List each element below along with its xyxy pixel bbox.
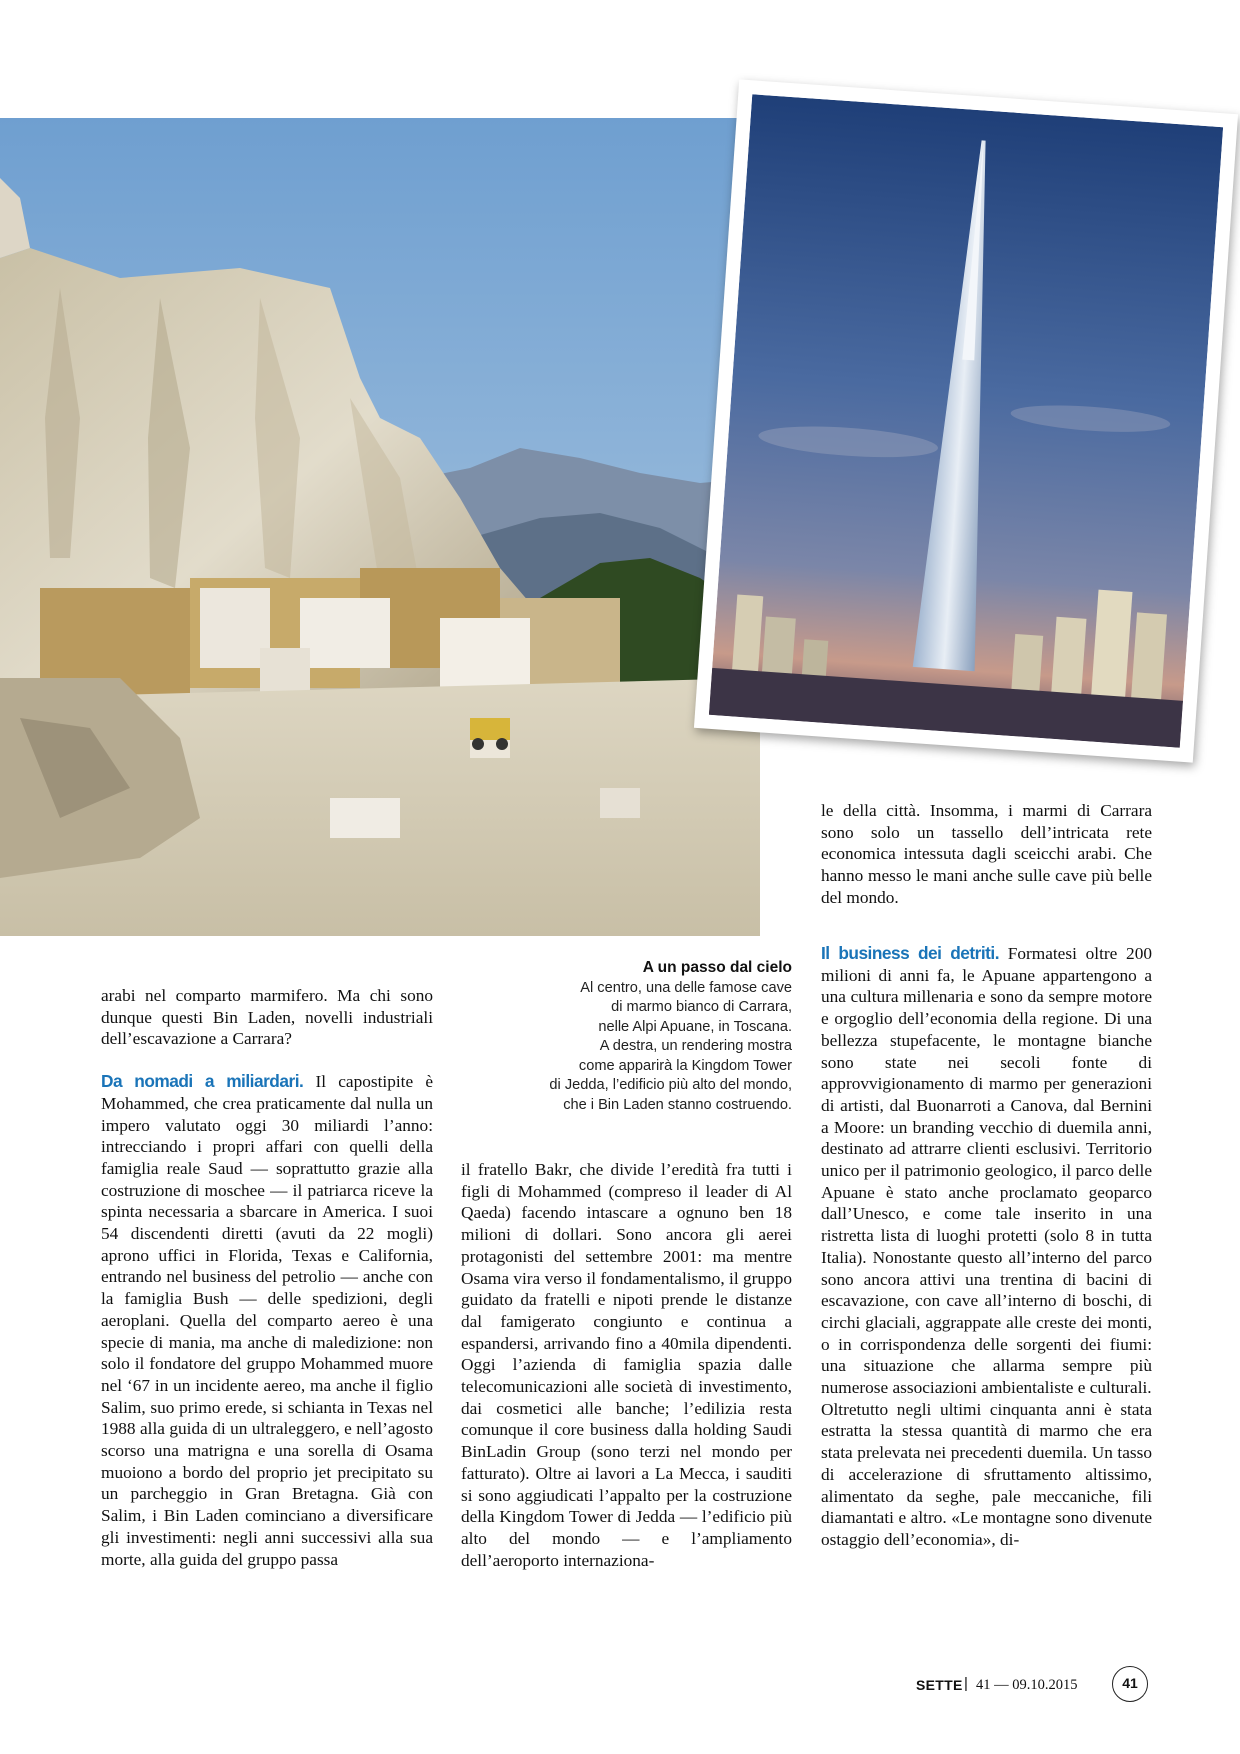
paragraph: Oltretutto negli ultimi cinquanta anni è stata estratta la stessa quantità di marmo che era stata prelevata nei precedenti duemila. Un tasso di accelerazione di sfruttamento altissimo, alimentato da seghe, pale meccaniche, fili diamantati e altro. «Le montagne sono divenute ostaggio dell’economia», di- (821, 1399, 1152, 1549)
paragraph (101, 1071, 433, 1570)
paragraph (821, 943, 1152, 1399)
caption-line: A destra, un rendering mostra (599, 1038, 792, 1054)
paragraph: arabi nel comparto marmifero. Ma chi sono dunque questi Bin Laden, novelli industriali dell’escavazione a Carrara? (101, 986, 433, 1049)
paragraph-text: Il capostipite è Mohammed, che crea praticamente dal nulla un impero valutato oggi 30 miliardi l’anno: intrecciando i propri affari con quelli della famiglia reale Saud — soprattutto grazie alla costruzione di moschee — il patriarca riceve la spinta necessaria a sbarcare in America. I suoi 54 discendenti diretti (avuti da 22 mogli) aprono uffici in Florida, Texas e California, entrando nel business del petrolio — anche con la famiglia Bush — delle spedizioni, degli aeroplani. Quella del comparto aereo è una specie di mania, ma anche di maledizione: non solo il fondatore del gruppo Mohammed muore nel ‘67 in un incidente aereo, ma anche il figlio Salim, suo primo erede, si schianta in Texas nel 1988 alla guida di un ultraleggero, e nell’agosto scorso una matrigna e una sorella di Osama muoiono a bordo del proprio jet precipitato su un parcheggio in Gran Bretagna. Già con Salim, i Bin Laden cominciano a diversificare gli investimenti: negli anni successivi alla sua morte, alla guida del gruppo passa (101, 1072, 433, 1569)
caption-line: di marmo bianco di Carrara, (611, 999, 792, 1015)
issue-info: 41 — 09.10.2015 (976, 1677, 1078, 1693)
article-column-2 (461, 1159, 792, 1571)
caption-line: di Jedda, l’edificio più alto del mondo, (549, 1077, 792, 1093)
caption-line: nelle Alpi Apuane, in Toscana. (598, 1018, 792, 1035)
caption-line: come apparirà la Kingdom Tower (578, 1057, 792, 1074)
photo-caption (520, 958, 792, 1115)
caption-line: Al centro, una delle famose cave (580, 979, 792, 996)
article-column-1 (101, 985, 433, 1570)
article-column-3 (821, 943, 1152, 1551)
page-number: 41 (1112, 1666, 1148, 1702)
paragraph: il fratello Bakr, che divide l’eredità fra tutti i figli di Mohammed (compreso il leader di Al Qaeda) facendo intascare a ognuno ben 18 milioni di dollari. Sono ancora gli aerei protagonisti del settembre 2001: ma mentre Osama vira verso il fondamentalismo, il gruppo guidato da fratelli e nipoti prende le distanze dal famigerato congiunto e continua a espandersi, arrivando fino a 40mila dipendenti. Oggi l’azienda di famiglia spazia dalle telecomunicazioni alle società di investimento, dai cosmetici alle banche; l’edilizia resta comunque il core business dalla holding Saudi BinLadin Group (sono terzi nel mondo per fatturato). Oltre ai lavori a La Mecca, i sauditi si sono aggiudicati l’appalto per la costruzione della Kingdom Tower di Jedda — l’edificio più alto del mondo — e l’ampliamento dell’aeroporto internaziona- (461, 1160, 792, 1570)
footer-separator: | (964, 1675, 968, 1692)
paragraph: le della città. Insomma, i marmi di Carrara sono solo un tassello dell’intricata rete economica intessuta dagli sceicchi arabi. Che hanno messo le mani anche sulle cave più belle del mondo. (821, 801, 1152, 907)
page-footer (916, 1666, 1156, 1706)
section-heading: Da nomadi a miliardari. (101, 1071, 304, 1092)
caption-line: che i Bin Laden stanno costruendo. (563, 1096, 792, 1113)
caption-title: A un passo dal cielo (642, 959, 792, 976)
article-column-3-top (821, 800, 1152, 909)
paragraph-text: Formatesi oltre 200 milioni di anni fa, le Apuane appartengono a una cultura millenaria e sono da sempre motore e orgoglio dell’economia della regione. Di una bellezza stupefacente, le montagne bianche sono state nei secoli fonte di approvvigionamento di marmo per generazioni di artisti, dal Buonarroti a Canova, dal Bernini a Moore: un branding vecchio di duemila anni, destinato ad attrarre clienti esclusivi. Territorio unico per il patrimonio geologico, il parco delle Apuane è stato anche proclamato geoparco dall’Unesco, e come tale inserito in una ristretta lista di luoghi protetti (solo 8 in tutta Italia). Nonostante questo all’interno del parco sono ancora attivi una trentina di bacini di escavazione, con cave all’interno di boschi, di circhi glaciali, aggrappate alle creste dei monti, o in corrispondenza delle sorgenti dei fiumi: una situazione che allarma sempre più numerose associazioni ambientaliste e culturali. (821, 944, 1152, 1398)
quarry-photo (0, 118, 760, 936)
magazine-name: SETTE (916, 1677, 963, 1693)
tower-photo (694, 79, 1238, 762)
section-heading: Il business dei detriti. (821, 943, 999, 963)
